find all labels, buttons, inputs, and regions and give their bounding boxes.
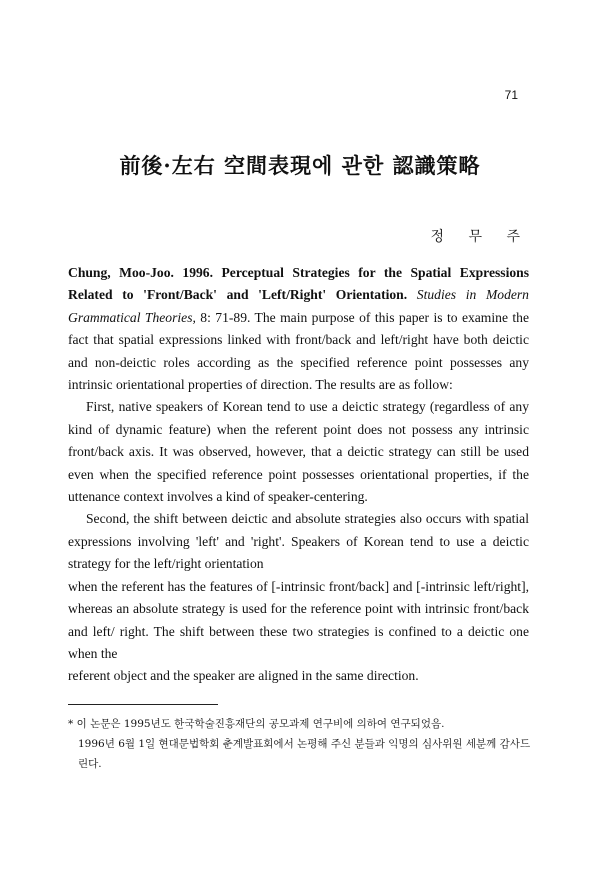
footnote-rule: [68, 704, 218, 705]
footnote-line-1: * 이 논문은 1995년도 한국학술진흥재단의 공모과제 연구비에 의하여 연구되었음.: [68, 718, 445, 730]
abstract-paper-title: Perceptual Strategies for the Spatial Expressions Related to 'Front/Back' and 'Left/Right' Orientation.: [68, 265, 529, 303]
body-text: [68, 262, 529, 688]
abstract-text: 8: 71-89. The main purpose of this paper is to examine the fact that spatial expressions linked with front/back and left/right have both deictic and non-deictic roles according as the specified reference point possesses any intrinsic orientational properties of direction. The results are as follow:: [68, 309, 529, 393]
abstract-author-year: Chung, Moo-Joo. 1996.: [68, 265, 213, 280]
author-name: 정 무 주: [430, 229, 530, 245]
footnote-line-2: 1996년 6월 1일 현대문법학회 춘계발표회에서 논평해 주신 분들과 익명의 심사위원 세분께 감사드린다.: [78, 738, 531, 770]
paragraph-second: Second, the shift between deictic and absolute strategies also occurs with spatial expressions involving 'left' and 'right'. Speakers of Korean tend to use a deictic strategy for the left/right orientation: [68, 511, 529, 572]
abstract-journal: Studies in Modern Grammatical Theories,: [68, 287, 529, 325]
paragraph-first: First, native speakers of Korean tend to use a deictic strategy (regardless of any kind of dynamic feature) when the referent point does not possess any intrinsic front/back axis. It was observed, however, that a deictic strategy can still be used even when the specified reference point possesses orientational properties, if the uttenance context involves a kind of speaker-centering.: [68, 399, 529, 505]
page-number: 71: [504, 88, 518, 102]
footnotes: [68, 714, 538, 774]
paper-title: 前後·左右 空間表現에 관한 認識策略: [119, 153, 481, 178]
paragraph-second-cont: when the referent has the features of [-intrinsic front/back] and [-intrinsic left/right], whereas an absolute strategy is used for the reference point with intrinsic front/back and left/ right. The shift between these two strategies is confined to a deictic one when the: [68, 578, 529, 661]
abstract-paragraph: [68, 262, 529, 396]
paragraph-second-end: referent object and the speaker are aligned in the same direction.: [68, 668, 419, 684]
